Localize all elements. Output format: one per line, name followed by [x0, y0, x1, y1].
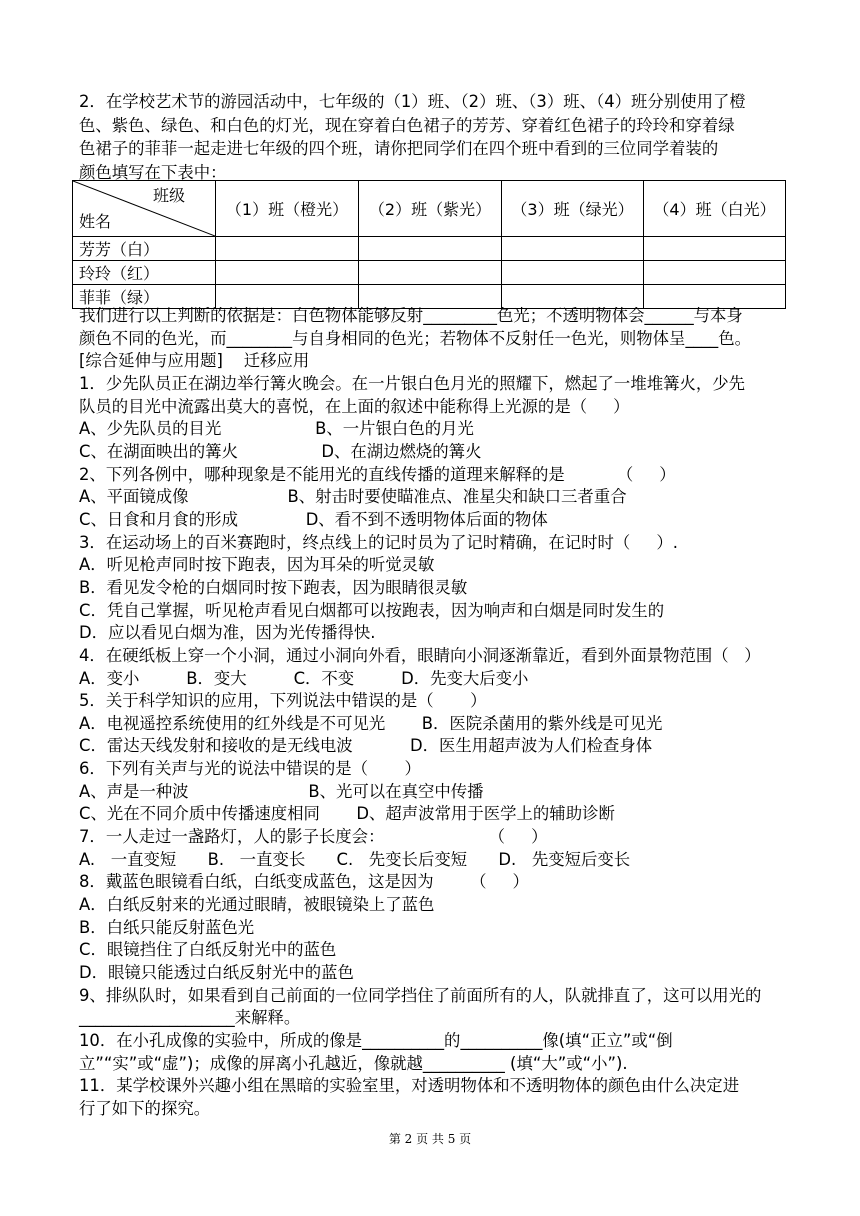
q2-line: 色裙子的菲菲一起走进七年级的四个班，请你把同学们在四个班中看到的三位同学着装的 — [79, 139, 719, 158]
text-line: 4．在硬纸板上穿一个小洞，通过小洞向外看，眼睛向小洞逐渐靠近，看到外面景物范围（ ） — [79, 645, 761, 665]
page-footer: 第 2 页 共 5 页 — [388, 1132, 472, 1146]
text-line: 颜色不同的色光，而________与自身相同的色光；若物体不反射任一色光，则物体呈____色。 — [79, 328, 752, 348]
option-line: A、声是一种波 B、光可以在真空中传播 — [79, 781, 484, 801]
column-header: （4）班（白光） — [644, 181, 786, 237]
option-line: B．看见发令枪的白烟同时按下跑表，因为眼睛很灵敏 — [79, 577, 468, 597]
q2-line: 2．在学校艺术节的游园活动中，七年级的（1）班、（2）班、（3）班、（4）班分别使用了橙 — [79, 92, 746, 111]
option-line: A．电视遥控系统使用的红外线是不可见光 B．医院杀菌用的紫外线是可见光 — [79, 713, 663, 733]
option-line: C、光在不同介质中传播速度相同 D、超声波常用于医学上的辅助诊断 — [79, 804, 615, 824]
corner-label-name: 姓名 — [79, 212, 112, 231]
column-header: （3）班（绿光） — [502, 181, 644, 237]
text-line: 立”“实”或“虚”)；成像的屏离小孔越近，像就越__________ (填“大”或“小”). — [79, 1053, 628, 1073]
text-line: 11．某学校课外兴趣小组在黑暗的实验室里，对透明物体和不透明物体的颜色由什么决定进 — [79, 1076, 740, 1096]
answer-cell[interactable] — [502, 261, 644, 285]
corner-label-class: 班级 — [152, 186, 185, 205]
text-line: 9、排纵队时，如果看到自己前面的一位同学挡住了前面所有的人，队就排直了，这可以用光的 — [79, 985, 762, 1005]
text-line: 7．一人走过一盏路灯，人的影子长度会： （ ） — [79, 827, 548, 847]
answer-cell[interactable] — [644, 237, 786, 261]
text-line: 队员的目光中流露出莫大的喜悦，在上面的叙述中能称得上光源的是（ ） — [79, 396, 630, 416]
text-line: 6．下列有关声与光的说法中错误的是（ ） — [79, 759, 421, 779]
text-line: 5．关于科学知识的应用，下列说法中错误的是（ ） — [79, 691, 487, 711]
answer-cell[interactable] — [216, 261, 359, 285]
text-line: 我们进行以上判断的依据是：白色物体能够反射_________色光；不透明物体会______与本身 — [79, 306, 743, 325]
text-line: 8．戴蓝色眼镜看白纸，白纸变成蓝色，这是因为 （ ） — [79, 872, 529, 892]
option-line: A．变小 B．变大 C．不变 D．先变大后变小 — [79, 668, 529, 688]
table-row — [73, 261, 786, 285]
answer-cell[interactable] — [502, 237, 644, 261]
row-header: 玲玲（红） — [73, 261, 216, 285]
text-line: 3．在运动场上的百米赛跑时，终点线上的记时员为了记时精确，在记时时（ ）. — [79, 532, 678, 552]
option-line: D．眼镜只能透过白纸反射光中的蓝色 — [79, 963, 354, 983]
text-line: 2、下列各例中，哪种现象是不能用光的直线传播的道理来解释的是 （ ） — [79, 464, 676, 484]
option-line: C、日食和月食的形成 D、看不到不透明物体后面的物体 — [79, 509, 548, 529]
row-header: 菲菲（绿） — [73, 285, 216, 309]
option-line: A. 一直变短 B. 一直变长 C. 先变长后变短 D. 先变短后变长 — [79, 849, 631, 869]
option-line: D．应以看见白烟为准，因为光传播得快. — [79, 623, 376, 643]
option-line: C．眼镜挡住了白纸反射光中的蓝色 — [79, 940, 337, 960]
answer-cell[interactable] — [359, 237, 502, 261]
table-row — [73, 237, 786, 261]
option-line: A．白纸反射来的光通过眼睛，被眼镜染上了蓝色 — [79, 895, 435, 915]
answer-cell[interactable] — [216, 237, 359, 261]
option-line: C、在湖面映出的篝火 D、在湖边燃烧的篝火 — [79, 441, 482, 461]
option-line: C．凭自己掌握，听见枪声看见白烟都可以按跑表，因为响声和白烟是同时发生的 — [79, 600, 665, 620]
option-line: A、平面镜成像 B、射击时要使瞄准点、准星尖和缺口三者重合 — [79, 487, 627, 507]
option-line: A、少先队员的目光 B、一片银白色的月光 — [79, 419, 474, 439]
text-line: 行了如下的探究。 — [79, 1098, 211, 1118]
option-line: C．雷达天线发射和接收的是无线电波 D．医生用超声波为人们检查身体 — [79, 736, 653, 756]
q2-line: 颜色填写在下表中： — [79, 162, 227, 182]
text-line: ___________________来解释。 — [79, 1008, 301, 1028]
table-corner-cell — [73, 181, 216, 237]
row-header: 芳芳（白） — [73, 237, 216, 261]
table-header-row — [73, 181, 786, 237]
q2-line: 色、紫色、绿色、和白色的灯光，现在穿着白色裙子的芳芳、穿着红色裙子的玲玲和穿着绿 — [79, 115, 735, 135]
column-header: （2）班（紫光） — [359, 181, 502, 237]
answer-cell[interactable] — [644, 261, 786, 285]
color-fill-table — [72, 180, 786, 309]
section-heading: [综合延伸与应用题] 迁移应用 — [79, 351, 310, 371]
column-header: （1）班（橙光） — [216, 181, 359, 237]
text-line: 10．在小孔成像的实验中，所成的像是__________的__________像(填“正立”或“倒 — [79, 1031, 673, 1050]
question-2 — [79, 90, 791, 184]
answer-cell[interactable] — [359, 261, 502, 285]
option-line: A．听见枪声同时按下跑表，因为耳朵的听觉灵敏 — [79, 555, 435, 575]
question-body — [79, 305, 791, 1121]
text-line: 1．少先队员正在湖边举行篝火晚会。在一片银白色月光的照耀下，燃起了一堆堆篝火，少先 — [79, 373, 746, 393]
option-line: B．白纸只能反射蓝色光 — [79, 917, 255, 937]
